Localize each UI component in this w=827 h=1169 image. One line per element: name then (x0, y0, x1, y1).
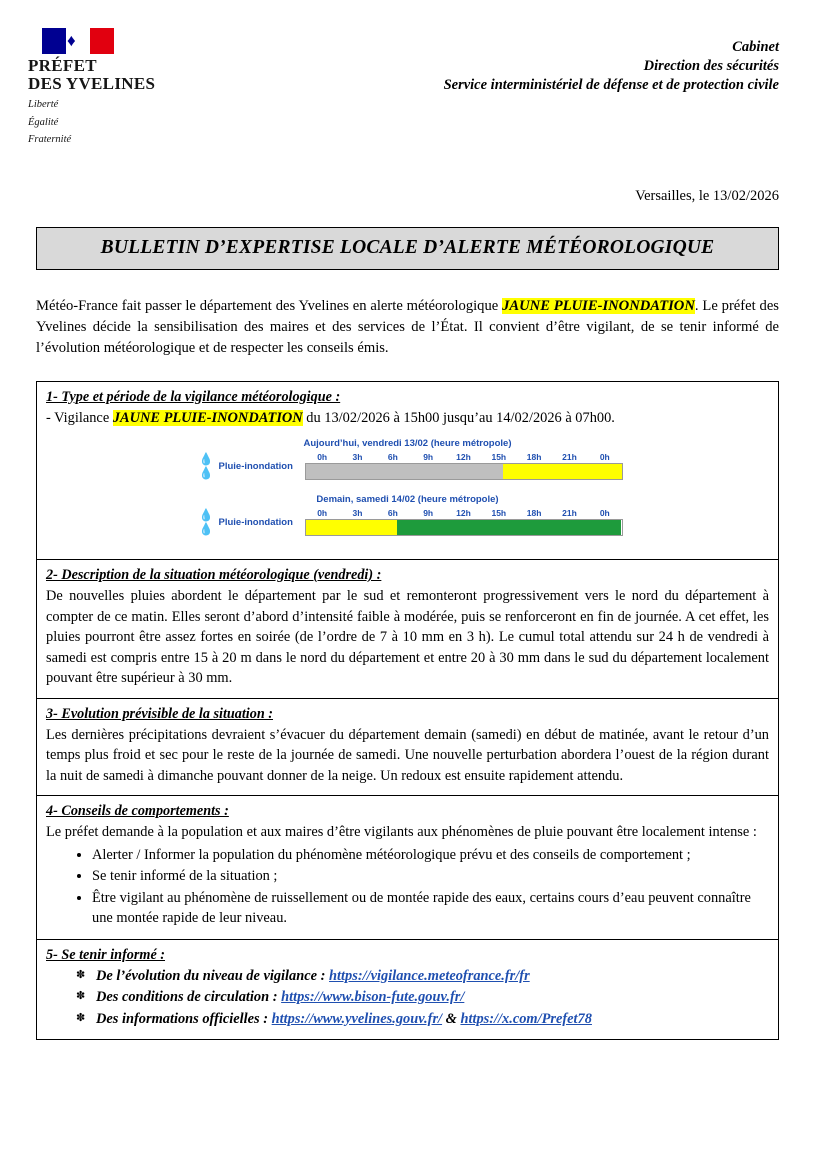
rain-flood-icon: 💧💧 (198, 452, 213, 480)
tick: 12h (456, 508, 471, 518)
section3-body: Les dernières précipitations devraient s’évacuer du département demain (samedi) en début de matinée, avant le retour d’un temps plus froid et sec pour le reste de la journée de samedi. Une nouvelle perturbation abordera l’ouest de la région durant la nuit de samedi à dimanche pouvant donner de la neige. Un redoux est ensuite rapidement attendu. (46, 726, 769, 784)
tick: 0h (317, 508, 328, 518)
section5-title: 5- Se tenir informé : (46, 946, 166, 963)
motto-liberte: Liberté (28, 99, 59, 110)
tick: 9h (423, 452, 434, 462)
section-advice (37, 796, 778, 940)
section3-title: 3- Evolution prévisible de la situation : (46, 705, 274, 722)
intro-after: . Le préfet des Yvelines décide la sensibilisation des maires et des services de l’État. Il convient d’être vigilant, de se tenir informé de l’évolution météorologique et de respecter les conseils émis. (36, 297, 779, 356)
tick: 3h (352, 452, 363, 462)
section1-title: 1- Type et période de la vigilance météorologique : (46, 388, 341, 405)
section1-line-after: du 13/02/2026 à 15h00 jusqu’au 14/02/2026 à 07h00. (302, 409, 615, 426)
logo-title-line1: PRÉFET (28, 56, 97, 75)
vigilance-day1 (193, 438, 623, 480)
tick: 0h (599, 508, 610, 518)
vigilance-day1-row-label: Pluie-inondation (218, 460, 293, 472)
intro-before: Météo-France fait passer le département des Yvelines en alerte météorologique (36, 297, 503, 314)
tick: 21h (562, 508, 577, 518)
document-title-banner (36, 227, 779, 270)
section2-body: De nouvelles pluies abordent le département par le sud et remonteront progressivement vers le nord du département à compter de ce matin. Elles seront d’abord d’intensité faible à modérée, puis se renforceront en fin de journée. A cet effet, les pluies pourront être assez fortes en soirée (de l’ordre de 7 à 10 mm en 3 h). Le cumul total attendu sur 24 h de vendredi à samedi est compris entre 15 à 20 m dans le nord du département et entre 20 à 30 mm dans le sud du département localement pouvant être supérieur à 30 mm. (46, 588, 769, 686)
document-header (0, 0, 827, 146)
header-service: Service interministériel de défense et de protection civile (443, 77, 779, 93)
vigilance-timeline-graphic (193, 438, 623, 536)
vigilance-day1-ticks (305, 452, 623, 462)
advice-list (46, 845, 769, 929)
rain-flood-icon: 💧💧 (198, 508, 213, 536)
tick: 18h (526, 508, 542, 518)
list-item (76, 966, 769, 987)
vigilance-day2-ticks (305, 508, 623, 518)
tick: 15h (491, 508, 507, 518)
prefecture-logo (28, 28, 228, 146)
list-item: • Alerter / Informer la population du phénomène météorologique prévu et des conseils de comportement ; (92, 845, 769, 866)
header-service-block (444, 28, 779, 95)
resource-separator: & (442, 1010, 461, 1027)
bison-fute-link[interactable]: https://www.bison-fute.gouv.fr/ (281, 989, 465, 1005)
resource-label: Des conditions de circulation : (96, 989, 282, 1005)
logo-title-line2: DES YVELINES (28, 74, 156, 93)
tick: 0h (599, 452, 610, 462)
list-item: • Se tenir informé de la situation ; (92, 866, 769, 887)
vigilance-day2-bar (305, 519, 623, 536)
tick: 0h (317, 452, 328, 462)
prefet78-x-link[interactable]: https://x.com/Prefet78 (460, 1010, 592, 1027)
page-title: BULLETIN D’EXPERTISE LOCALE D’ALERTE MÉTÉOROLOGIQUE (100, 236, 715, 258)
tick: 21h (562, 452, 577, 462)
resource-label: Des informations officielles : (96, 1010, 272, 1027)
header-direction: Direction des sécurités (643, 58, 779, 74)
main-content-box (36, 381, 779, 1041)
list-item: • Être vigilant au phénomène de ruissellement ou de montée rapide des eaux, certains cours d’eau peuvent connaître une montée rapide de leur niveau. (92, 888, 769, 929)
section4-title: 4- Conseils de comportements : (46, 803, 229, 819)
list-item (76, 1009, 769, 1030)
section1-line (46, 408, 769, 429)
tick: 9h (423, 508, 434, 518)
tick: 6h (387, 508, 398, 518)
motto-egalite: Égalité (28, 116, 59, 128)
section-stay-informed (37, 940, 778, 1040)
tick: 6h (387, 452, 398, 462)
intro-alert-level: JAUNE PLUIE-INONDATION (502, 297, 695, 314)
header-cabinet: Cabinet (732, 39, 779, 55)
resources-list (46, 966, 769, 1030)
tick: 15h (491, 452, 507, 462)
section-situation-description (37, 560, 778, 699)
section2-title: 2- Description de la situation météorologique (vendredi) : (46, 567, 382, 583)
vigilance-meteofrance-link[interactable]: https://vigilance.meteofrance.fr/fr (329, 967, 530, 984)
tick: 18h (526, 452, 542, 462)
section-evolution (37, 699, 778, 797)
section1-alert-level: JAUNE PLUIE-INONDATION (112, 409, 303, 426)
list-item (76, 987, 769, 1008)
vigilance-day1-caption: Aujourd’hui, vendredi 13/02 (heure métropole) (303, 438, 512, 449)
yvelines-gouv-link[interactable]: https://www.yvelines.gouv.fr/ (271, 1010, 443, 1027)
resource-label: De l’évolution du niveau de vigilance : (96, 967, 330, 984)
section-vigilance-type (37, 382, 778, 561)
vigilance-day2 (193, 494, 623, 536)
vigilance-day2-caption: Demain, samedi 14/02 (heure métropole) (316, 494, 499, 505)
intro-paragraph (36, 296, 779, 359)
section4-body: Le préfet demande à la population et aux maires d’être vigilants aux phénomènes de pluie pouvant être localement intense : (46, 824, 757, 840)
section1-line-before: - Vigilance (46, 409, 113, 426)
tick: 3h (352, 508, 363, 518)
french-flag-icon: ♦ (42, 28, 114, 54)
vigilance-day1-bar (305, 463, 623, 480)
dateline: Versailles, le 13/02/2026 (635, 187, 779, 204)
vigilance-day2-row-label: Pluie-inondation (218, 516, 293, 528)
tick: 12h (456, 452, 471, 462)
motto-fraternite: Fraternité (28, 134, 72, 145)
